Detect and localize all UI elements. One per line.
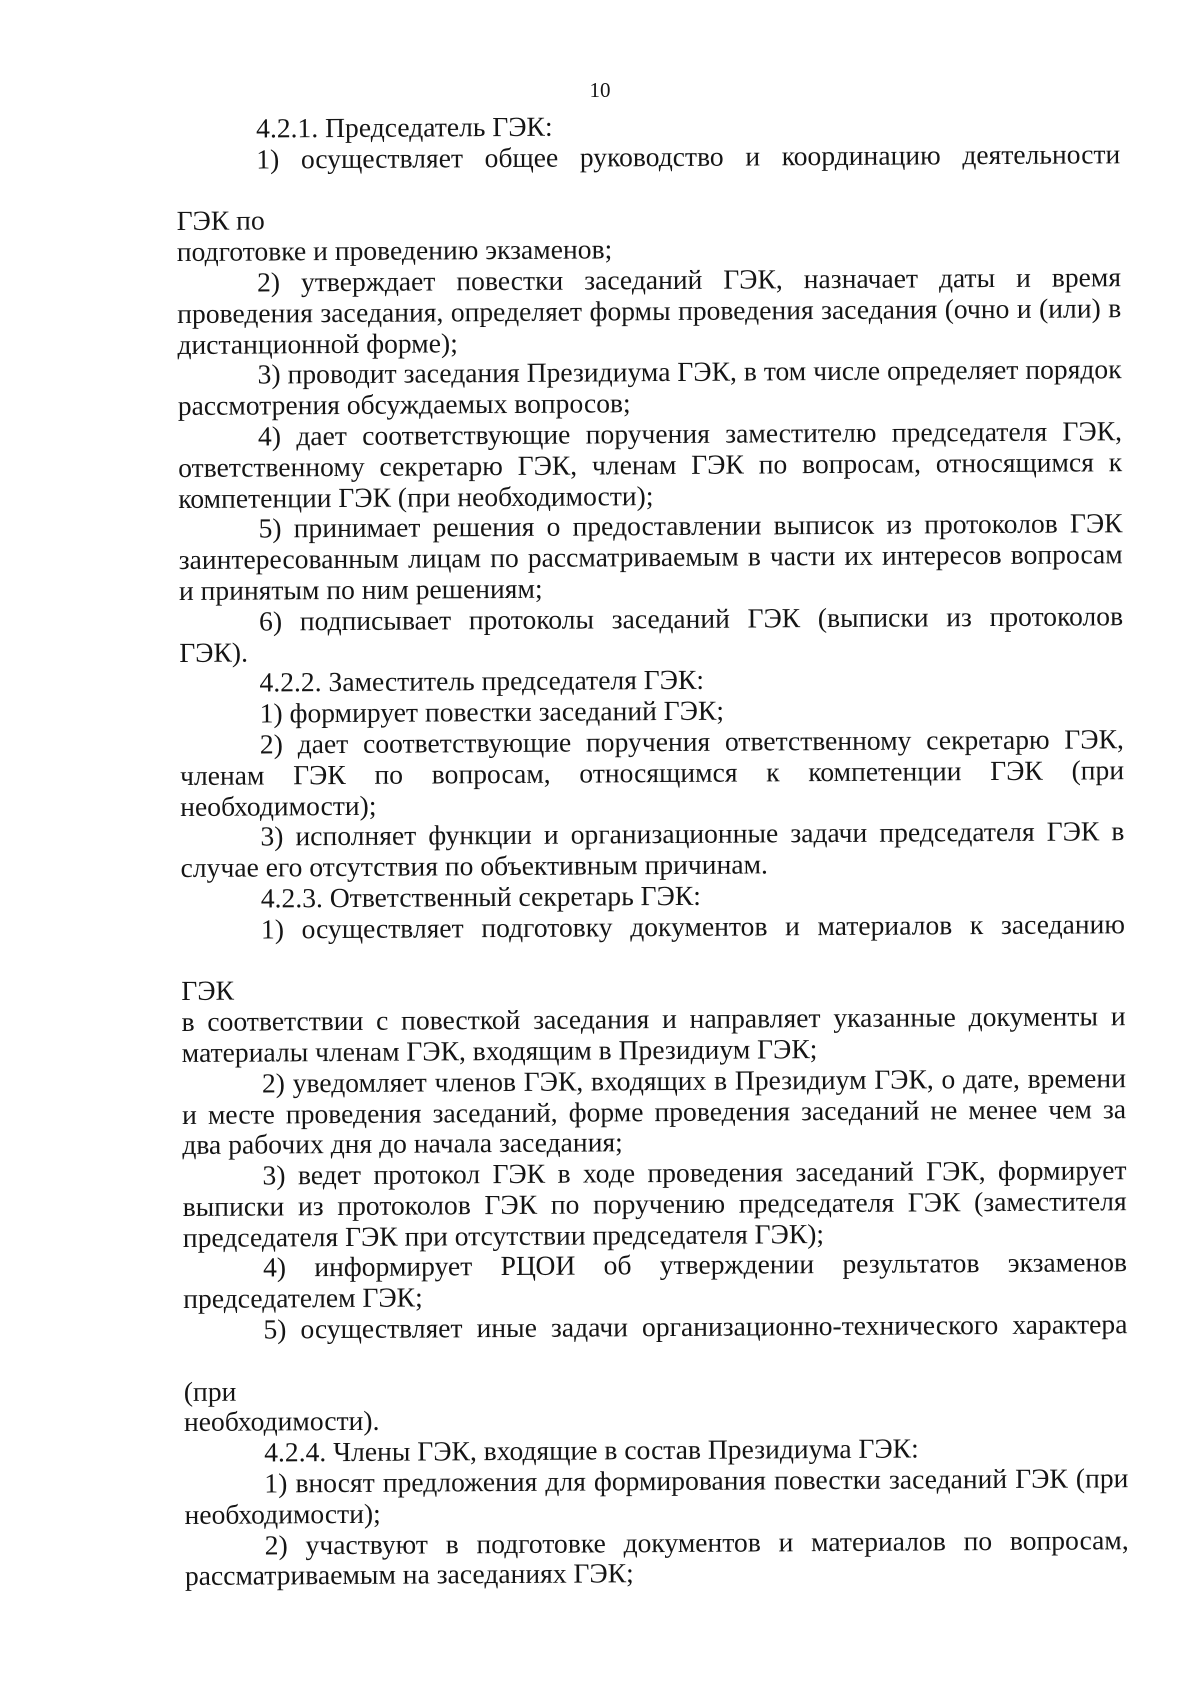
list-item-text: 4) информирует РЦОИ об утверждении результатов экзаменов председателем ГЭК; <box>183 1246 1128 1315</box>
list-item-text: 4) дает соответствующие поручения заместителю председателя ГЭК, ответственному секретарю ГЭК, членам ГЭК по вопросам, относящимся к компетенции ГЭК (при необходимости); <box>178 415 1123 514</box>
list-item-text: ГЭК по <box>176 204 265 237</box>
section-heading-4-2-2: 4.2.2. Заместитель председателя ГЭК: <box>259 664 705 698</box>
section-heading-4-2-3: 4.2.3. Ответственный секретарь ГЭК: <box>260 879 701 914</box>
list-item-text: 1) осуществляет общее руководство и координацию деятельности <box>256 138 1121 175</box>
list-item-text: 5) осуществляет иные задачи организационно-технического характера <box>263 1308 1128 1345</box>
list-item-text: (при <box>183 1375 237 1407</box>
list-item-text: 3) проводит заседания Президиума ГЭК, в том числе определяет порядок рассмотрения обсуждаемых вопросов; <box>177 353 1122 422</box>
list-item-text: 2) утверждает повестки заседаний ГЭК, назначает даты и время проведения заседания, определяет формы проведения заседания (очно и (или) в дистанционной форме); <box>177 261 1122 360</box>
list-item-text: 1) формирует повестки заседаний ГЭК; <box>259 694 725 729</box>
list-item-text: в соответствии с повесткой заседания и направляет указанные документы и материалы членам ГЭК, входящим в Президиум ГЭК; <box>181 1000 1126 1068</box>
page-number: 10 <box>589 78 611 102</box>
list-item-text: 2) участвуют в подготовке документов и материалов по вопросам, рассматриваемым на заседаниях ГЭК; <box>184 1523 1129 1592</box>
section-heading-4-2-4: 4.2.4. Члены ГЭК, входящие в состав Президиума ГЭК: <box>264 1432 919 1468</box>
document-body <box>176 108 1129 1592</box>
list-item-text: необходимости). <box>183 1405 380 1438</box>
list-item-text: 5) принимает решения о предоставлении выписок из протоколов ГЭК заинтересованным лицам по рассматриваемым в части их интересов вопросам и принятым по ним решениям; <box>178 507 1123 606</box>
list-item-text: 6) подписывает протоколы заседаний ГЭК (выписки из протоколов ГЭК). <box>179 599 1124 668</box>
list-item-text: 1) вносят предложения для формирования повестки заседаний ГЭК (при необходимости); <box>184 1462 1129 1530</box>
list-item-text: 1) осуществляет подготовку документов и материалов к заседанию <box>260 907 1126 945</box>
list-item-text: подготовке и проведению экзаменов; <box>176 233 613 268</box>
list-item-text: 3) ведет протокол ГЭК в ходе проведения заседаний ГЭК, формирует выписки из протоколов ГЭК по поручению председателя ГЭК (заместителя председателя ГЭК при отсутствии председателя ГЭК); <box>182 1154 1127 1253</box>
list-item-text: ГЭК <box>181 974 235 1007</box>
list-item-text: 3) исполняет функции и организационные задачи председателя ГЭК в случае его отсутствия по объективным причинам. <box>180 815 1125 884</box>
list-item-text: 2) уведомляет членов ГЭК, входящих в Президиум ГЭК, о дате, времени и месте проведения заседаний, форме проведения заседаний не менее чем за два рабочих дня до начала заседания; <box>182 1061 1127 1161</box>
list-item-text: 2) дает соответствующие поручения ответственному секретарю ГЭК, членам ГЭК по вопросам, относящимся к компетенции ГЭК (при необходимости); <box>179 723 1125 822</box>
section-heading-4-2-1: 4.2.1. Председатель ГЭК: <box>255 110 553 144</box>
